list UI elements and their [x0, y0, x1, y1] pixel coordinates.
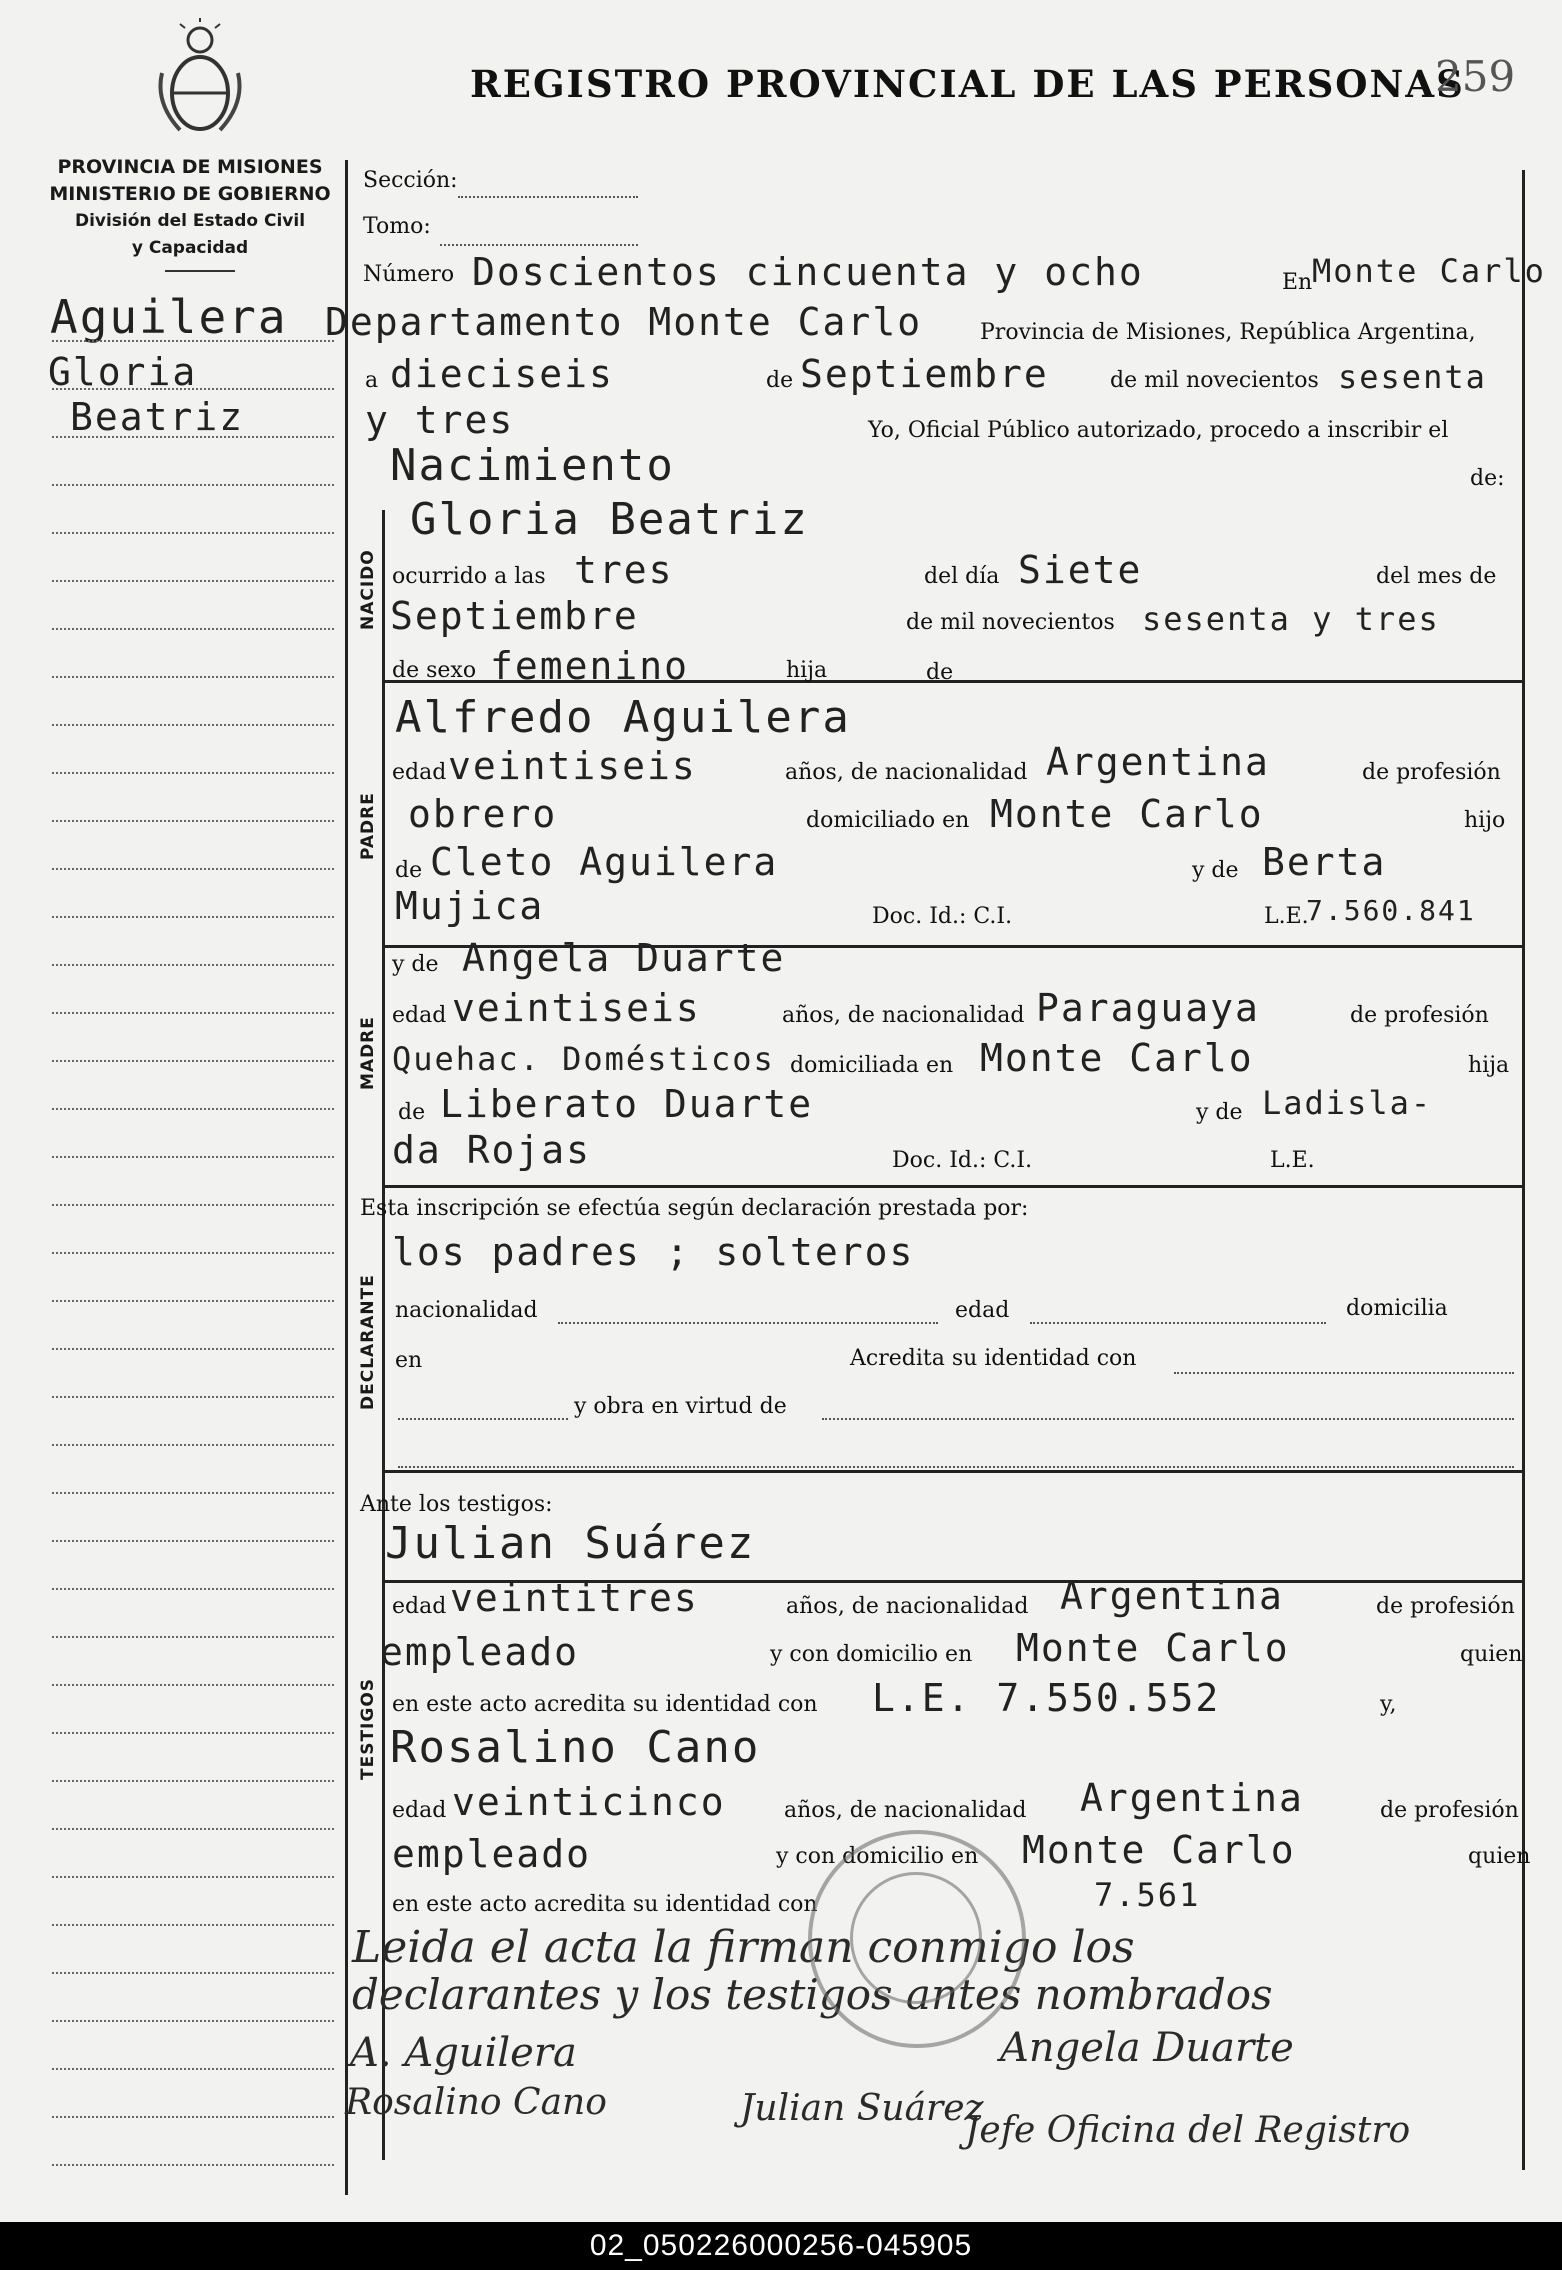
signature-witness-2: Rosalino Cano	[345, 2082, 607, 2123]
padre-le-label: L.E.	[1264, 904, 1309, 929]
margin-line	[52, 436, 334, 438]
tomo-label: Tomo:	[363, 214, 431, 239]
margin-line	[52, 580, 334, 582]
t2-acto-label: en este acto acredita su identidad con	[392, 1892, 818, 1917]
issuer-block	[40, 154, 340, 262]
hour-value: tres	[574, 548, 674, 592]
blank-line	[398, 1418, 568, 1420]
margin-line	[52, 1588, 334, 1590]
margin-line	[52, 1156, 334, 1158]
margin-line	[52, 1876, 334, 1878]
padre-nac-value: Argentina	[1046, 740, 1270, 784]
padre-section-label: PADRE	[358, 792, 378, 860]
madre-anios-label: años, de nacionalidad	[782, 1003, 1025, 1028]
capacity-name: y Capacidad	[131, 238, 249, 258]
margin-line	[52, 1780, 334, 1782]
margin-line	[52, 1444, 334, 1446]
year-label: de mil novecientos	[1110, 368, 1319, 393]
nacido-de-label: de	[926, 660, 954, 685]
margin-line	[52, 820, 334, 822]
declarante-edad-label: edad	[955, 1298, 1010, 1323]
frame-right-line	[1522, 170, 1525, 2170]
numero-label: Número	[363, 262, 455, 287]
nacido-year-label: de mil novecientos	[906, 610, 1115, 635]
blank-line	[398, 1466, 1514, 1468]
de-colon: de:	[1470, 466, 1505, 491]
departamento-value: Departamento Monte Carlo	[325, 300, 923, 344]
padre-prof-label: de profesión	[1362, 760, 1501, 785]
margin-line	[52, 1636, 334, 1638]
t1-dom-label: y con domicilio en	[770, 1642, 973, 1667]
t1-edad-label: edad	[392, 1594, 447, 1619]
father-name: Alfredo Aguilera	[395, 692, 851, 743]
madre-yde2-label: y de	[1196, 1100, 1243, 1125]
closing-line-2: declarantes y los testigos antes nombrados	[352, 1970, 1273, 2019]
official-seal-icon	[808, 1830, 1026, 2048]
declarante-obra-label: y obra en virtud de	[574, 1394, 787, 1419]
t1-anios-label: años, de nacionalidad	[786, 1594, 1029, 1619]
padre-yde-label: y de	[1192, 858, 1239, 883]
year-value-2: y tres	[365, 398, 515, 442]
section-divider	[382, 1185, 1522, 1188]
paternal-grandmother-2: Mujica	[395, 884, 545, 928]
margin-line	[52, 1540, 334, 1542]
margin-line	[52, 1348, 334, 1350]
numero-value: Doscientos cincuenta y ocho	[472, 250, 1144, 294]
madre-prof-value: Quehac. Domésticos	[392, 1040, 775, 1078]
t1-acto-label: en este acto acredita su identidad con	[392, 1692, 818, 1717]
madre-edad-label: edad	[392, 1003, 447, 1028]
padre-prof-value: obrero	[408, 792, 558, 836]
margin-name-2: Beatriz	[70, 395, 245, 439]
margin-line	[52, 1492, 334, 1494]
paternal-grandmother: Berta	[1262, 840, 1387, 884]
madre-edad-value: veintiseis	[452, 986, 701, 1030]
paternal-grandfather: Cleto Aguilera	[430, 840, 779, 884]
month-value: Septiembre	[800, 352, 1049, 396]
document-title: REGISTRO PROVINCIAL DE LAS PERSONAS	[470, 62, 1465, 106]
official-text: Yo, Oficial Público autorizado, procedo a inscribir el	[868, 418, 1449, 443]
ministry-name: MINISTERIO DE GOBIERNO	[49, 183, 331, 205]
t2-nac-value: Argentina	[1080, 1776, 1304, 1820]
testigos-intro: Ante los testigos:	[360, 1492, 553, 1517]
padre-hijo-label: hijo	[1464, 808, 1506, 833]
margin-line	[52, 868, 334, 870]
day-value: dieciseis	[390, 352, 614, 396]
margin-line	[52, 2116, 334, 2118]
blank-line	[1174, 1372, 1514, 1374]
madre-dom-value: Monte Carlo	[980, 1036, 1254, 1080]
margin-line	[52, 1828, 334, 1830]
year-value: sesenta	[1338, 358, 1487, 396]
margin-line	[52, 388, 334, 390]
child-name: Gloria Beatriz	[410, 494, 809, 545]
blank-line	[822, 1418, 1514, 1420]
t2-edad-value: veinticinco	[452, 1780, 726, 1824]
padre-edad-value: veintiseis	[448, 744, 697, 788]
declarante-intro: Esta inscripción se efectúa según declaración prestada por:	[360, 1196, 1029, 1221]
margin-surname: Aguilera	[50, 290, 288, 344]
sexo-value: femenino	[490, 644, 690, 688]
margin-line	[52, 1684, 334, 1686]
madre-doc-label: Doc. Id.: C.I.	[892, 1148, 1033, 1173]
folio-number: 259	[1435, 52, 1516, 101]
margin-line	[52, 1252, 334, 1254]
margin-line	[52, 1108, 334, 1110]
frame-left-line	[345, 160, 348, 2195]
t2-prof-label: de profesión	[1380, 1798, 1519, 1823]
t2-prof-value: empleado	[392, 1832, 592, 1876]
dia-value: Siete	[1018, 548, 1143, 592]
mes-label: del mes de	[1376, 564, 1497, 589]
t1-quien-label: quien	[1460, 1642, 1523, 1667]
padre-anios-label: años, de nacionalidad	[785, 760, 1028, 785]
t1-edad-value: veintitres	[450, 1576, 699, 1620]
nacido-section-label: NACIDO	[358, 549, 378, 630]
coat-of-arms-icon	[150, 18, 250, 143]
padre-dom-value: Monte Carlo	[990, 792, 1264, 836]
padre-dom-label: domiciliado en	[806, 808, 970, 833]
margin-line	[52, 484, 334, 486]
margin-line	[52, 2020, 334, 2022]
margin-line	[52, 2164, 334, 2166]
blank-line	[440, 244, 638, 246]
de-label: de	[766, 368, 794, 393]
margin-name-1: Gloria	[48, 350, 198, 394]
document-code: 02_050226000256-045905	[0, 2222, 1562, 2270]
madre-de-label: de	[398, 1100, 426, 1125]
t1-dom-value: Monte Carlo	[1016, 1626, 1290, 1670]
maternal-grandfather: Liberato Duarte	[440, 1082, 814, 1126]
signature-father: A. Aguilera	[350, 2030, 577, 2076]
margin-line	[52, 1396, 334, 1398]
madre-yde-label: y de	[392, 952, 439, 977]
en-label: En	[1282, 270, 1313, 295]
witness-1-name: Julian Suárez	[385, 1518, 756, 1569]
declarante-en-label: en	[395, 1348, 423, 1373]
margin-line	[52, 1300, 334, 1302]
closing-line-1: Leida el acta la firman conmigo los	[352, 1922, 1135, 1973]
margin-line	[52, 532, 334, 534]
t1-y-label: y,	[1380, 1692, 1397, 1717]
margin-line	[52, 1732, 334, 1734]
maternal-grandmother-2: da Rojas	[392, 1128, 592, 1172]
t2-dom-value: Monte Carlo	[1022, 1828, 1296, 1872]
margin-line	[52, 2068, 334, 2070]
en-value: Monte Carlo	[1312, 252, 1546, 290]
margin-line	[52, 1972, 334, 1974]
divider	[165, 270, 235, 272]
t2-doc-value: 7.561	[1094, 1876, 1201, 1914]
declarante-dom-label: domicilia	[1346, 1296, 1448, 1321]
signature-mother: Angela Duarte	[1000, 2025, 1294, 2071]
margin-line	[52, 724, 334, 726]
division-name: División del Estado Civil	[74, 211, 306, 231]
t2-edad-label: edad	[392, 1798, 447, 1823]
madre-dom-label: domiciliada en	[790, 1053, 954, 1078]
madre-prof-label: de profesión	[1350, 1003, 1489, 1028]
hija-label: hija	[786, 658, 828, 683]
provincia-text: Provincia de Misiones, República Argentina,	[980, 320, 1476, 345]
dia-label: del día	[924, 564, 1000, 589]
padre-doc-label: Doc. Id.: C.I.	[872, 904, 1013, 929]
witness-2-name: Rosalino Cano	[390, 1722, 761, 1773]
padre-le-value: 7.560.841	[1306, 894, 1476, 927]
margin-line	[52, 1060, 334, 1062]
a-label: a	[365, 368, 379, 393]
sexo-label: de sexo	[392, 658, 477, 683]
declarante-nac-label: nacionalidad	[395, 1298, 538, 1323]
seccion-label: Sección:	[363, 168, 458, 193]
margin-line	[52, 964, 334, 966]
testigos-section-label: TESTIGOS	[358, 1677, 378, 1780]
t2-quien-label: quien	[1468, 1844, 1531, 1869]
maternal-grandmother: Ladisla-	[1262, 1084, 1433, 1122]
margin-line	[52, 772, 334, 774]
t1-prof-label: de profesión	[1376, 1594, 1515, 1619]
t2-dom-label: y con domicilio en	[776, 1844, 979, 1869]
act-value: Nacimiento	[390, 440, 675, 491]
nacido-year-value: sesenta y tres	[1142, 600, 1440, 638]
blank-line	[1030, 1322, 1326, 1324]
margin-line	[52, 1012, 334, 1014]
margin-line	[52, 628, 334, 630]
signature-witness-1: Julian Suárez	[740, 2088, 984, 2129]
declarante-acredita-label: Acredita su identidad con	[850, 1346, 1137, 1371]
margin-line	[52, 676, 334, 678]
t1-nac-value: Argentina	[1060, 1574, 1284, 1618]
mes-value: Septiembre	[390, 594, 639, 638]
blank-line	[558, 1322, 938, 1324]
blank-line	[458, 196, 638, 198]
margin-line	[52, 1204, 334, 1206]
t1-prof-value: empleado	[380, 1630, 580, 1674]
province-name: PROVINCIA DE MISIONES	[57, 156, 323, 178]
madre-hija-label: hija	[1468, 1053, 1510, 1078]
madre-section-label: MADRE	[358, 1016, 378, 1090]
declarante-value: los padres ; solteros	[392, 1230, 915, 1274]
mother-name: Angela Duarte	[462, 936, 786, 980]
padre-edad-label: edad	[392, 760, 447, 785]
margin-line	[52, 340, 334, 342]
madre-le-label: L.E.	[1270, 1148, 1315, 1173]
madre-nac-value: Paraguaya	[1036, 986, 1260, 1030]
ocurrido-label: ocurrido a las	[392, 564, 546, 589]
padre-de-label: de	[395, 858, 423, 883]
margin-line	[52, 1924, 334, 1926]
declarante-section-label: DECLARANTE	[358, 1274, 378, 1410]
section-rule-line	[382, 510, 385, 2160]
section-divider	[382, 1470, 1522, 1473]
signature-official: Jefe Oficina del Registro	[965, 2110, 1411, 2151]
margin-line	[52, 916, 334, 918]
t2-anios-label: años, de nacionalidad	[784, 1798, 1027, 1823]
t1-doc-value: L.E. 7.550.552	[872, 1676, 1221, 1720]
